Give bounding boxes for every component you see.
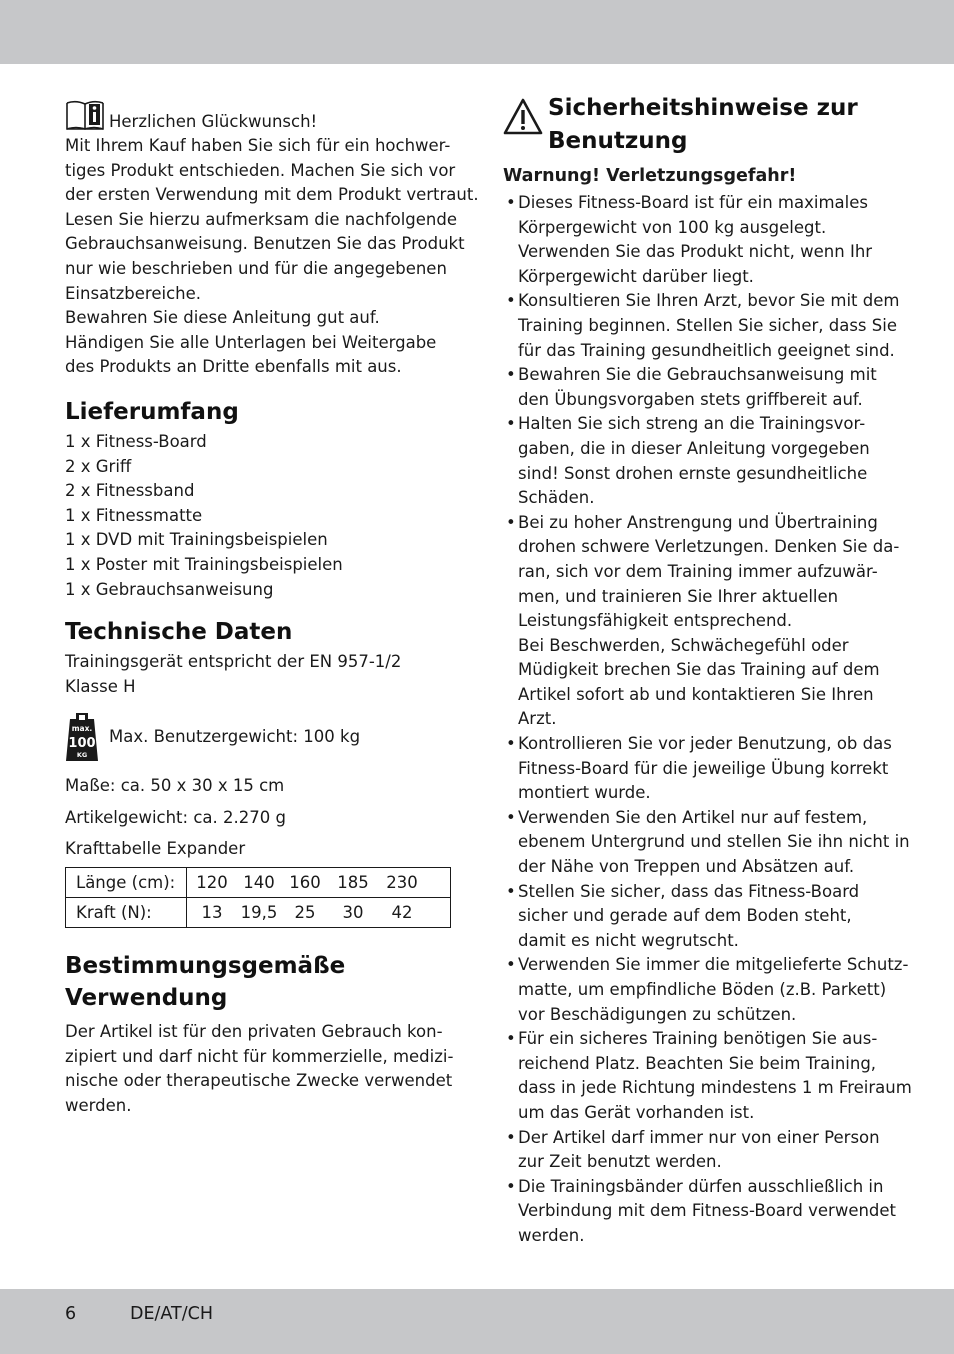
- bullet-line: Kontrollieren Sie vor jeder Benutzung, ob das: [518, 734, 892, 754]
- bullet-line: Bei zu hoher Anstrengung und Übertraining: [518, 512, 878, 532]
- safety-bullet-list: [503, 191, 912, 1249]
- bullet-line: der Nähe von Treppen und Absätzen auf.: [518, 857, 855, 877]
- list-item: [503, 191, 895, 289]
- bullet-icon: •: [506, 1176, 516, 1196]
- intro-line: der ersten Verwendung mit dem Produkt vertraut.: [65, 185, 479, 205]
- bullet-line: zur Zeit benutzt werden.: [518, 1152, 722, 1172]
- bullet-line: für das Training gesundheitlich geeignet sind.: [518, 340, 895, 360]
- weight-icon-value: 100: [68, 736, 96, 752]
- bullet-line: werden.: [518, 1225, 585, 1245]
- bullet-line: den Übungsvorgaben stets griffbereit auf.: [518, 389, 863, 409]
- bullet-icon: •: [506, 193, 516, 212]
- table-cell: 25: [294, 903, 316, 923]
- bullet-line: vor Beschädigungen zu schützen.: [518, 1004, 797, 1024]
- list-item: [503, 732, 895, 806]
- table-values: [187, 868, 451, 898]
- bullet-line: Der Artikel darf immer nur von einer Person: [518, 1127, 880, 1147]
- bullet-line: damit es nicht wegrutscht.: [518, 930, 739, 950]
- bestimmung-heading-line: Bestimmungsgemäße: [65, 953, 346, 980]
- table-row: [66, 898, 451, 928]
- max-weight-icon: [65, 711, 99, 763]
- bestimmung-heading: [65, 950, 457, 1014]
- list-item: 1 x Gebrauchsanweisung: [65, 579, 274, 599]
- safety-heading-line: Benutzung: [548, 128, 688, 154]
- bullet-line: Die Trainingsbänder dürfen ausschließlich in: [518, 1176, 884, 1196]
- bullet-line: Verwenden Sie immer die mitgelieferte Schutz-: [518, 955, 909, 975]
- max-weight-text: Max. Benutzergewicht: 100 kg: [109, 726, 361, 746]
- safety-heading-line: Sicherheitshinweise zur: [548, 95, 858, 121]
- safety-heading: [548, 92, 858, 158]
- warning-triangle-icon: [503, 97, 543, 137]
- bullet-line: matte, um empfindliche Böden (z.B. Parkett): [518, 980, 887, 999]
- list-item: 1 x Fitness-Board: [65, 431, 207, 451]
- list-item: 1 x Poster mit Trainingsbeispielen: [65, 554, 343, 574]
- bullet-line: Stellen Sie sicher, dass das Fitness-Board: [518, 881, 860, 901]
- bullet-line: Verwenden Sie den Artikel nur auf festem,: [518, 807, 868, 827]
- table-values: [187, 898, 451, 928]
- norm-line: Trainingsgerät entspricht der EN 957-1/2: [65, 652, 402, 672]
- intro-line: nur wie beschrieben und für die angegebenen: [65, 258, 447, 278]
- class-line: Klasse H: [65, 676, 136, 696]
- list-item: [503, 363, 895, 412]
- bestimmung-line: werden.: [65, 1095, 132, 1115]
- table-cell: 140: [243, 873, 275, 893]
- technische-daten-heading: Technische Daten: [65, 619, 293, 646]
- bullet-line: Arzt.: [518, 709, 557, 729]
- bullet-icon: •: [506, 1029, 516, 1049]
- bullet-line: Müdigkeit brechen Sie das Training auf dem: [518, 660, 880, 680]
- bullet-line: um das Gerät vorhanden ist.: [518, 1102, 755, 1122]
- intro-line: tiges Produkt entschieden. Machen Sie sich vor: [65, 160, 456, 180]
- list-item: [503, 412, 895, 510]
- list-item: [503, 511, 900, 732]
- table-cell: 19,5: [240, 903, 278, 923]
- table-cell: 160: [289, 873, 321, 893]
- list-item: [503, 289, 900, 363]
- manual-info-icon: [65, 99, 105, 131]
- list-item: [503, 1027, 912, 1125]
- bullet-line: Verwenden Sie das Produkt nicht, wenn Ihr: [518, 242, 873, 262]
- article-weight: Artikelgewicht: ca. 2.270 g: [65, 807, 286, 827]
- bullet-line: Verbindung mit dem Fitness-Board verwendet: [518, 1201, 897, 1221]
- bullet-icon: •: [506, 291, 516, 311]
- table-cell: 120: [196, 873, 228, 893]
- intro-heading-row: [65, 96, 457, 134]
- table-row: [66, 868, 451, 898]
- bullet-line: ran, sich vor dem Training immer aufzuwär-: [518, 561, 878, 581]
- bullet-line: sind! Sonst drohen ernste gesundheitliche: [518, 463, 868, 483]
- bestimmung-heading-line: Verwendung: [65, 985, 228, 1012]
- dimensions: Maße: ca. 50 x 30 x 15 cm: [65, 776, 285, 796]
- bullet-line: Körpergewicht von 100 kg ausgelegt.: [518, 217, 827, 237]
- bullet-icon: •: [506, 1127, 516, 1147]
- bullet-icon: •: [506, 881, 516, 901]
- bullet-line: Training beginnen. Stellen Sie sicher, dass Sie: [518, 315, 897, 335]
- bullet-line: ebenem Untergrund und stellen Sie ihn nicht in: [518, 832, 910, 852]
- intro-greeting: Herzlichen Glückwunsch!: [109, 112, 318, 131]
- bullet-icon: •: [506, 955, 516, 975]
- list-item: 2 x Griff: [65, 456, 132, 476]
- intro-text: [65, 134, 479, 380]
- bullet-line: Schäden.: [518, 488, 595, 508]
- bullet-icon: •: [506, 414, 516, 434]
- bullet-line: Dieses Fitness-Board ist für ein maximales: [518, 193, 868, 212]
- intro-line: Mit Ihrem Kauf haben Sie sich für ein hochwer-: [65, 136, 451, 155]
- list-item: 1 x Fitnessmatte: [65, 505, 203, 525]
- bullet-line: men, und trainieren Sie Ihrer aktuellen: [518, 586, 839, 606]
- table-cell: 42: [391, 903, 413, 923]
- max-weight-row: [65, 707, 457, 767]
- bullet-line: Körpergewicht darüber liegt.: [518, 266, 754, 286]
- bullet-line: Fitness-Board für die jeweilige Übung korrekt: [518, 758, 889, 778]
- bullet-line: dass in jede Richtung mindestens 1 m Freiraum: [518, 1078, 912, 1098]
- list-item: 2 x Fitnessband: [65, 481, 195, 501]
- bullet-line: montiert wurde.: [518, 783, 651, 803]
- weight-icon-max: max.: [71, 724, 93, 734]
- intro-line: Einsatzbereiche.: [65, 283, 202, 303]
- weight-icon-unit: KG: [76, 751, 88, 760]
- bestimmung-text: [65, 1020, 457, 1118]
- list-item: [503, 953, 909, 1027]
- bestimmung-line: nische oder therapeutische Zwecke verwendet: [65, 1071, 453, 1091]
- language-code: DE/AT/CH: [130, 1304, 214, 1324]
- bullet-line: reichend Platz. Beachten Sie beim Training,: [518, 1053, 877, 1073]
- left-column: [65, 96, 479, 1118]
- lieferumfang-heading: Lieferumfang: [65, 398, 239, 425]
- table-cell: 185: [337, 873, 369, 893]
- bullet-icon: •: [506, 734, 516, 754]
- intro-line: Bewahren Sie diese Anleitung gut auf.: [65, 308, 380, 328]
- bullet-line: Für ein sicheres Training benötigen Sie aus-: [518, 1029, 878, 1049]
- force-table: [65, 867, 451, 928]
- intro-line: des Produkts an Dritte ebenfalls mit aus.: [65, 357, 402, 377]
- list-item: [503, 1175, 895, 1249]
- bullet-line: Konsultieren Sie Ihren Arzt, bevor Sie mit dem: [518, 291, 900, 311]
- table-cell: 30: [342, 903, 364, 923]
- table-row-label: Kraft (N):: [66, 898, 187, 928]
- bullet-line: sicher und gerade auf dem Boden steht,: [518, 906, 852, 926]
- lieferumfang-list: [65, 430, 457, 602]
- table-cell: 13: [201, 903, 223, 923]
- bullet-line: Artikel sofort ab und kontaktieren Sie Ihren: [518, 684, 874, 704]
- bullet-line: Bewahren Sie die Gebrauchsanweisung mit: [518, 365, 877, 385]
- bullet-line: drohen schwere Verletzungen. Denken Sie da-: [518, 537, 900, 557]
- page-number: 6: [65, 1304, 77, 1324]
- list-item: [503, 806, 910, 880]
- bullet-icon: •: [506, 365, 516, 385]
- top-band: [0, 0, 954, 64]
- bestimmung-line: Der Artikel ist für den privaten Gebrauch kon-: [65, 1022, 443, 1042]
- intro-line: Händigen Sie alle Unterlagen bei Weitergabe: [65, 332, 437, 352]
- bullet-icon: •: [506, 512, 516, 532]
- force-table-title: Krafttabelle Expander: [65, 839, 246, 859]
- list-item: [503, 880, 895, 954]
- bestimmung-line: zipiert und darf nicht für kommerzielle, medizi-: [65, 1046, 454, 1066]
- intro-line: Gebrauchsanweisung. Benutzen Sie das Produkt: [65, 234, 465, 254]
- table-cell: 230: [386, 873, 418, 893]
- bullet-icon: •: [506, 807, 516, 827]
- safety-heading-row: [503, 92, 895, 158]
- bullet-line: Leistungsfähigkeit entsprechend.: [518, 611, 793, 631]
- right-column: [503, 92, 912, 1249]
- bullet-line: Bei Beschwerden, Schwächegefühl oder: [518, 635, 849, 655]
- warning-subheading: Warnung! Verletzungsgefahr!: [503, 166, 797, 186]
- bullet-line: gaben, die in dieser Anleitung vorgegeben: [518, 438, 870, 458]
- bullet-line: Halten Sie sich streng an die Trainingsvor-: [518, 414, 866, 434]
- intro-line: Lesen Sie hierzu aufmerksam die nachfolgende: [65, 209, 458, 229]
- list-item: 1 x DVD mit Trainingsbeispielen: [65, 530, 328, 550]
- list-item: [503, 1126, 895, 1175]
- table-row-label: Länge (cm):: [66, 868, 187, 898]
